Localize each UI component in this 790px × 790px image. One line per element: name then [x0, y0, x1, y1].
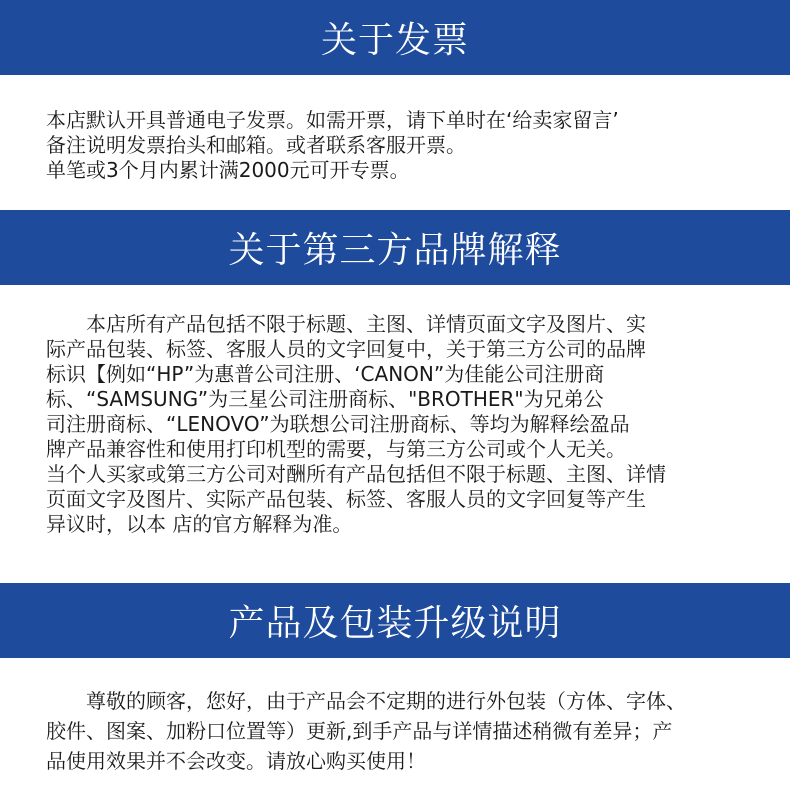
brand-text-line: 异议时，以本 店的官方解释为准。 [46, 512, 353, 536]
brand-section-header [0, 210, 790, 285]
packaging-text-line: 胶件、图案、加粉口位置等）更新,到手产品与详情描述稍微有差异；产 [46, 719, 673, 743]
invoice-section-header [0, 0, 790, 75]
brand-text-line: 本店所有产品包括不限于标题、主图、详情页面文字及图片、实 [46, 312, 646, 336]
invoice-section-title: 关于发票 [320, 20, 469, 61]
packaging-section-title: 产品及包装升级说明 [228, 603, 562, 644]
brand-text-line: 当个人买家或第三方公司对酬所有产品包括但不限于标题、主图、详情 [46, 462, 666, 486]
brand-section-body [46, 312, 756, 537]
brand-text-line: 牌产品兼容性和使用打印机型的需要，与第三方公司或个人无关。 [46, 437, 626, 461]
packaging-text-line: 品使用效果并不会改变。请放心购买使用！ [46, 749, 426, 773]
packaging-text-line: 尊敬的顾客，您好，由于产品会不定期的进行外包装（方体、字体、 [46, 689, 686, 713]
brand-section-title: 关于第三方品牌解释 [228, 230, 562, 271]
invoice-text-line: 备注说明发票抬头和邮箱。或者联系客服开票。 [46, 133, 466, 157]
invoice-text-line: 本店默认开具普通电子发票。如需开票，请下单时在‘给卖家留言’ [46, 108, 619, 132]
brand-text-line: 页面文字及图片、实际产品包装、标签、客服人员的文字回复等产生 [46, 487, 646, 511]
brand-text-line: 司注册商标、“LENOVO”为联想公司注册商标、等均为解释绘盈品 [46, 412, 630, 436]
packaging-section-header [0, 583, 790, 658]
brand-text-line: 际产品包装、标签、客服人员的文字回复中，关于第三方公司的品牌 [46, 337, 646, 361]
brand-text-line: 标识【例如“HP”为惠普公司注册、‘CANON”为佳能公司注册商 [46, 362, 605, 386]
packaging-section-body [46, 686, 756, 776]
invoice-section-body [46, 108, 756, 183]
invoice-text-line: 单笔或3个月内累计满2000元可开专票。 [46, 158, 410, 182]
brand-text-line: 标、“SAMSUNG”为三星公司注册商标、"BROTHER"为兄弟公 [46, 387, 604, 411]
